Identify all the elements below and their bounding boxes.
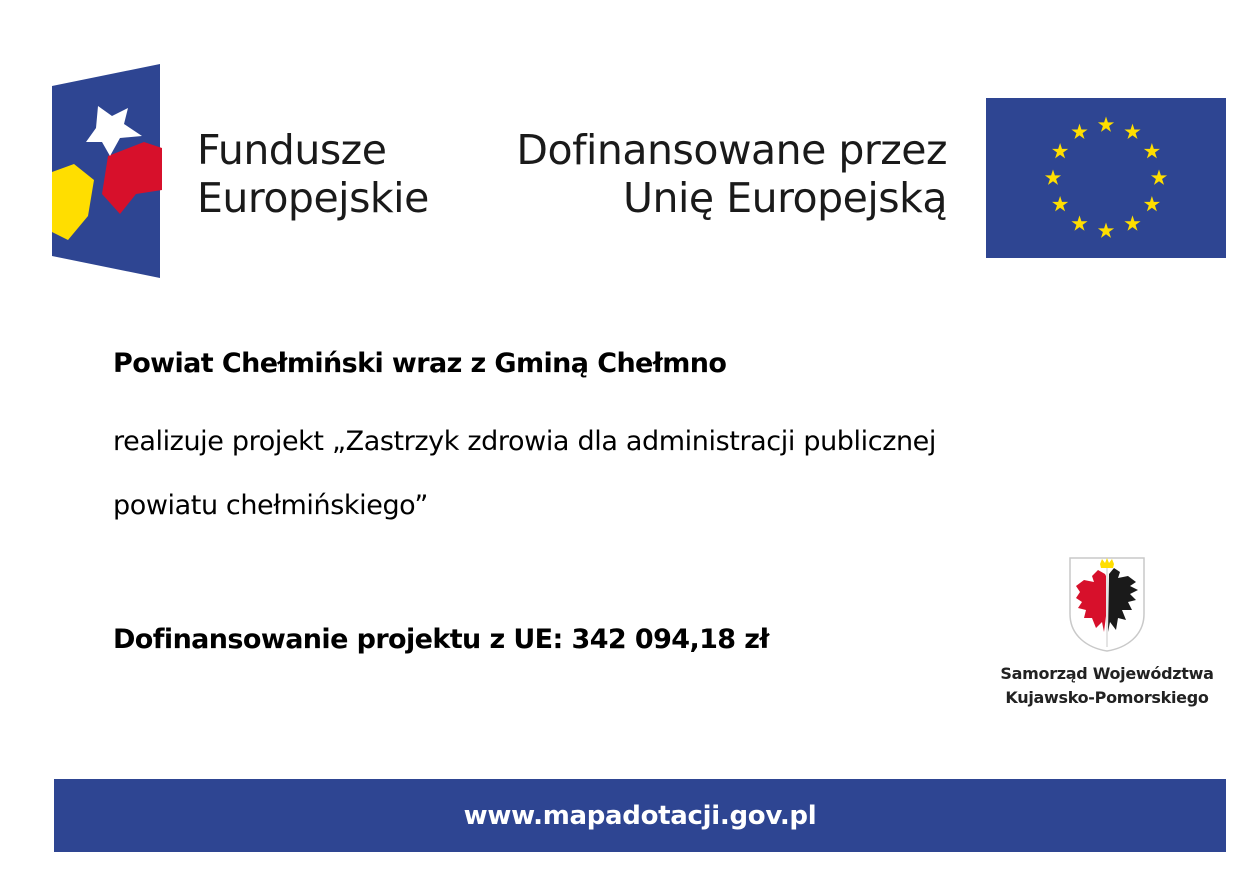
- region-government-label: [996, 662, 1218, 710]
- fundusze-europejskie-logo-icon: [52, 64, 162, 280]
- website-link[interactable]: www.mapadotacji.gov.pl: [463, 800, 817, 831]
- kujawsko-pomorskie-crest-icon: [1068, 556, 1146, 652]
- eu-flag-icon: [986, 98, 1226, 258]
- eu-line1: Dofinansowane przez: [516, 126, 947, 174]
- region-line1: Samorząd Województwa: [1000, 664, 1214, 683]
- fe-line2: Europejskie: [197, 174, 429, 222]
- funding-amount: Dofinansowanie projektu z UE: 342 094,18 zł: [113, 624, 769, 655]
- project-description: realizuje projekt „Zastrzyk zdrowia dla administracji publicznej powiatu chełmińskiego”: [113, 426, 936, 521]
- eu-funding-label: [516, 126, 947, 222]
- eu-line2: Unię Europejską: [623, 174, 947, 222]
- footer-bar: [54, 779, 1226, 852]
- region-line2: Kujawsko-Pomorskiego: [1005, 688, 1209, 707]
- fe-line1: Fundusze: [197, 126, 387, 174]
- beneficiary-heading: Powiat Chełmiński wraz z Gminą Chełmno: [113, 348, 727, 379]
- fundusze-europejskie-label: [197, 126, 429, 222]
